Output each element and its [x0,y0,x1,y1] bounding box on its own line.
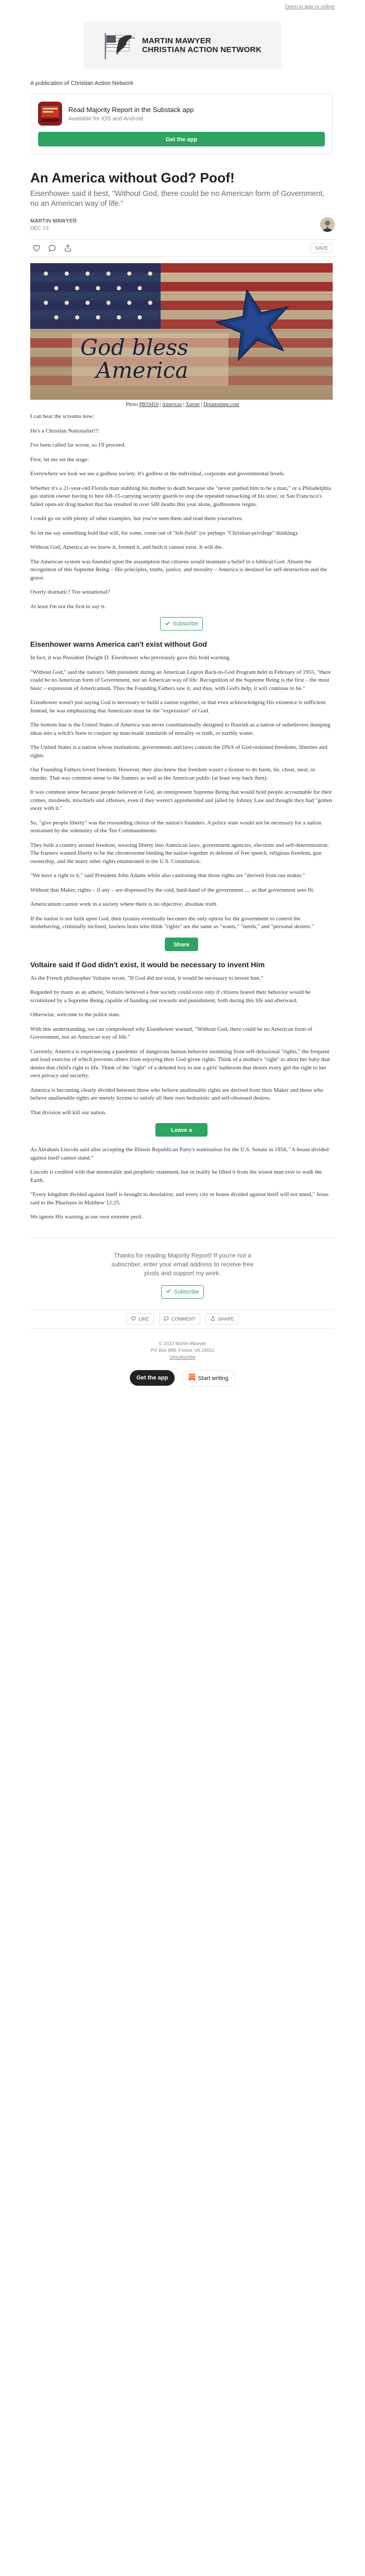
bottom-cta [0,1370,365,1387]
post-date: DEC 13 [30,225,49,231]
paragraph: It was common sense because people believed in God, an omnipresent Supreme Being that would hold people accountable for their crimes, misdeeds, mischiefs and offenses, even if they weren't apprehended and jailed by Johnny Law and thought they had "gotten away with it." [30,789,332,811]
leave-comment-button[interactable]: Leave a comment [155,1123,208,1137]
paragraph: Our Founding Fathers loved freedom. However, they also knew that freedom wasn't a license to do harm, lie, cheat, steal, or murder. That was common sense to the framers as well as the American public (at least way back then). [30,767,315,781]
paragraph: Everywhere we look we see a godless society. It's godless at the individual, corporate and governmental levels. [30,471,285,477]
share-button[interactable]: Share [165,938,198,951]
paragraph: "Every kingdom divided against itself is brought to desolation; and every city or house divided against itself will not stand," Jesus said to the Pharisees in Matthew 12:25. [30,1191,329,1206]
thanks-message: Thanks for reading Majority Report! If you're not a subscriber, enter your email address to receive free posts and support my work. [111,1251,254,1277]
hero-image[interactable] [30,263,333,400]
paragraph: As Abraham Lincoln said after accepting the Illinois Republican Party's nomination for the U.S. Senate in 1858, "A house divided against itself cannot stand." [30,1147,329,1161]
substack-logo-icon [189,1374,195,1383]
paragraph: "Without God," said the nation's 34th president during an American Legion Back-to-God Program held in February of 1955, "there could be no American form of Government, nor an American way of life. Recognition of the Supreme Being is the first – the most basic – expression of Americanism. Thus the Founding Fathers saw it, and thus, with God's help, it will continue to be." [30,669,331,692]
paragraph: The American system was founded upon the assumption that citizens would maintain a belief in a biblical God. Absent the recognition of this Supreme Being – His principles, truths, justice, and morality – America is destined for self-destruction and the grave. [30,558,327,581]
publication-line: A publication of Christian Action Network [30,80,133,87]
start-writing-button[interactable] [182,1370,235,1387]
caption-prefix: Photo [126,402,138,408]
subscribe-footer [30,1237,335,1299]
paragraph: America is becoming clearly divided between those who believe unalienable rights are derived from their Maker and those who believe unalienable rights are merely license to satisfy all their own hedonistic and self-obsessed desires. [30,1087,324,1101]
paragraph: Overly dramatic? Too sensational? [30,589,110,595]
open-in-browser-link[interactable]: Open in app or online [285,4,335,10]
section-heading: Voltaire said if God didn't exist, it would be necessary to invent Him [30,960,265,969]
author-avatar[interactable] [320,217,335,232]
logo-line-1: MARTIN MAWYER [142,36,211,45]
paragraph: "We have a right to it," said President John Adams while also cautioning that those rights are "derived from our maker." [30,872,305,879]
paragraph: Without that Maker, rights – if any – are dispensed by the cold, hard-hand of the government … as that government sees fit. [30,886,314,893]
comment-icon[interactable] [48,244,56,252]
image-caption [0,402,365,408]
hero-line-2: America [96,358,189,383]
author-name[interactable]: MARTIN MAWYER [30,218,77,224]
heart-icon [131,1316,136,1322]
eagle-flag-logo-icon [103,29,136,61]
unsubscribe-link[interactable]: Unsubscribe [169,1354,196,1360]
paragraph: Otherwise, welcome to the police state. [30,1012,121,1018]
section-heading: Eisenhower warns America can't exist without God [30,640,207,648]
share-icon[interactable] [64,244,72,252]
paragraph: We ignore His warning at our own extreme peril. [30,1214,143,1220]
post-title[interactable]: An America without God? Poof! [30,170,235,186]
paragraph: That division will kill our nation. [30,1109,107,1116]
paragraph: Currently, America is experiencing a pandemic of dangerous human behavior stemming from self-delusional "rights," the frequent and loud exercise of which prevents others from enjoying their God-given rights. Think of a mother's "right" to abort her baby that denies that child's right to life. Think of the "right" of a deluded boy to use a girls' bathroom that denies every girl the right to her own privacy and security. [30,1048,330,1079]
heart-icon[interactable] [32,244,41,252]
hero-lettering [80,336,188,382]
paragraph: So let me say something bold that will, for some, come out of "left-field" (or perhaps "Christian-privilege" thinking). [30,529,299,536]
publication-logo[interactable] [83,22,282,69]
paragraph: If the nation is not built upon God, then tyranny eventually becomes the only option for the government to control the misbehaving, criminally inclined, lawless brats who think "rights" are the same as "wants," "needs," and "personal desires." [30,915,314,930]
paragraph: They built a country around freedom, weaving liberty into American laws, government agencies, elections and self-determination. The framers wanted liberty to be the chromosome binding the nation together in defense of free speech, religious freedom, gun ownership, and the many other rights enumerated in the U.S. Constitution. [30,842,329,865]
start-writing-label: Start writing [198,1375,229,1382]
paragraph: I've been called far worse, so I'll proceed. [30,442,126,448]
paragraph: I can hear the screams now: [30,413,94,420]
reaction-bar [30,1309,335,1329]
app-thumbnail-icon [38,102,62,126]
subscribe-label: Subscribe [173,621,198,627]
paragraph: The United States is a nation whose institutions, governments and laws contain the DNA of God-ordained freedoms, liberties and rights. [30,744,327,759]
caption-link-3[interactable]: Xavier [186,402,200,408]
subscribe-button[interactable] [160,617,203,631]
masthead [0,15,365,69]
legal-footer [0,1340,365,1361]
footer-subscribe-button[interactable] [161,1285,204,1299]
post-body [30,413,333,1222]
post-subtitle: Eisenhower said it best, "Without God, there could be no American form of Government, no an American way of life." [30,190,325,208]
save-button[interactable]: SAVE [310,243,333,253]
topbar [0,0,365,15]
comment-button[interactable] [159,1313,201,1325]
checkmark-icon [165,621,170,627]
logo-line-2: CHRISTIAN ACTION NETWORK [142,45,262,54]
paragraph: The bottom line is the United States of America was never constitutionally designed to flourish as a nation of unbelievers dumping ideas into a witch's brew to conjure up man-made standards of morality or truth, or earthly wants. [30,722,331,736]
hero-line-1: God bless [80,335,189,360]
paragraph: At least I'm not the first to say it. [30,603,106,610]
like-button[interactable] [126,1313,154,1325]
post-action-bar [30,239,335,257]
footer-subscribe-label: Subscribe [174,1288,199,1295]
comment-label: COMMENT [171,1316,196,1322]
paragraph: Without God, America as we know it, formed it, and built it cannot exist. It will die. [30,544,223,550]
get-app-button[interactable]: Get the app [38,132,325,146]
paragraph: Americanism cannot work in a society where there is no objective, absolute truth. [30,901,218,907]
paragraph: Regarded by many as an atheist, Voltaire believed a free society could exist only if citizens feared their behavior would be scrutinized by a Supreme Being capable of handing out rewards and punishment, both during this life and afterward. [30,989,311,1004]
like-label: LIKE [138,1316,149,1322]
caption-sep-3: | [200,402,204,408]
logo-text [142,36,261,54]
share-label: SHARE [218,1316,235,1322]
paragraph: I could go on with plenty of other examples, but you've seen them and read them yourselves. [30,515,244,522]
caption-link-4[interactable]: Dreamstime.com [203,402,239,408]
share-icon [210,1316,215,1322]
checkmark-icon [166,1288,171,1295]
byline [30,217,335,232]
app-promo-card [30,94,333,154]
footer-get-app-button[interactable]: Get the app [130,1370,175,1386]
paragraph: So, "give people liberty" was the resounding chorus of the nation's founders. A police state would not be necessary for a nation restrained by the solemnity of the Ten Commandments. [30,819,322,834]
paragraph: In fact, it was President Dwight D. Eisenhower who previously gave this bold warning. [30,655,231,661]
paragraph: He's a Christian Nationalist!!! [30,427,99,434]
paragraph: Lincoln is credited with that memorable and prophetic statement, but in reality he lifted it from the wisest man ever to walk the Earth. [30,1169,322,1184]
app-promo-subtitle: Available for iOS and Android [68,115,143,122]
paragraph: With this understanding, we can comprehend why Eisenhower warned, "Without God, there could be no American form of Government, nor an American way of life." [30,1026,312,1040]
app-promo-title: Read Majority Report in the Substack app [68,105,194,114]
paragraph: First, let me set the stage: [30,456,89,463]
mailing-address: PO Box 888, Forest, VA 24551 [150,1347,215,1353]
caption-sep-2: | [182,402,186,408]
caption-sep-1: | [159,402,162,408]
paragraph: Whether it's a 21-year-old Florida man stabbing his mother to death because she "never pushed him to be a man," or a Philadelphia gas station owner having to hire AR-15-carrying security guards to stop the repeated ransacking of his store, or San Francisco's failed open-air drug market that has resulted in over 500 deaths this year alone, godlessness reigns. [30,485,331,508]
caption-link-2[interactable]: Americas [162,402,182,408]
copyright: © 2023 Martin Mawyer [159,1340,206,1346]
paragraph: As the French philosopher Voltaire wrote, "If God did not exist, it would be necessary to invent him." [30,975,263,981]
footer-share-button[interactable] [205,1313,239,1325]
paragraph: Eisenhower wasn't just saying God is necessary to build a nation together, or that even acknowledging His existence is sufficient. Instead, he was emphasizing that Americans must be the "expression" of God. [30,699,327,714]
caption-link-1[interactable]: PB59416 [139,402,159,408]
comment-icon [164,1316,169,1322]
